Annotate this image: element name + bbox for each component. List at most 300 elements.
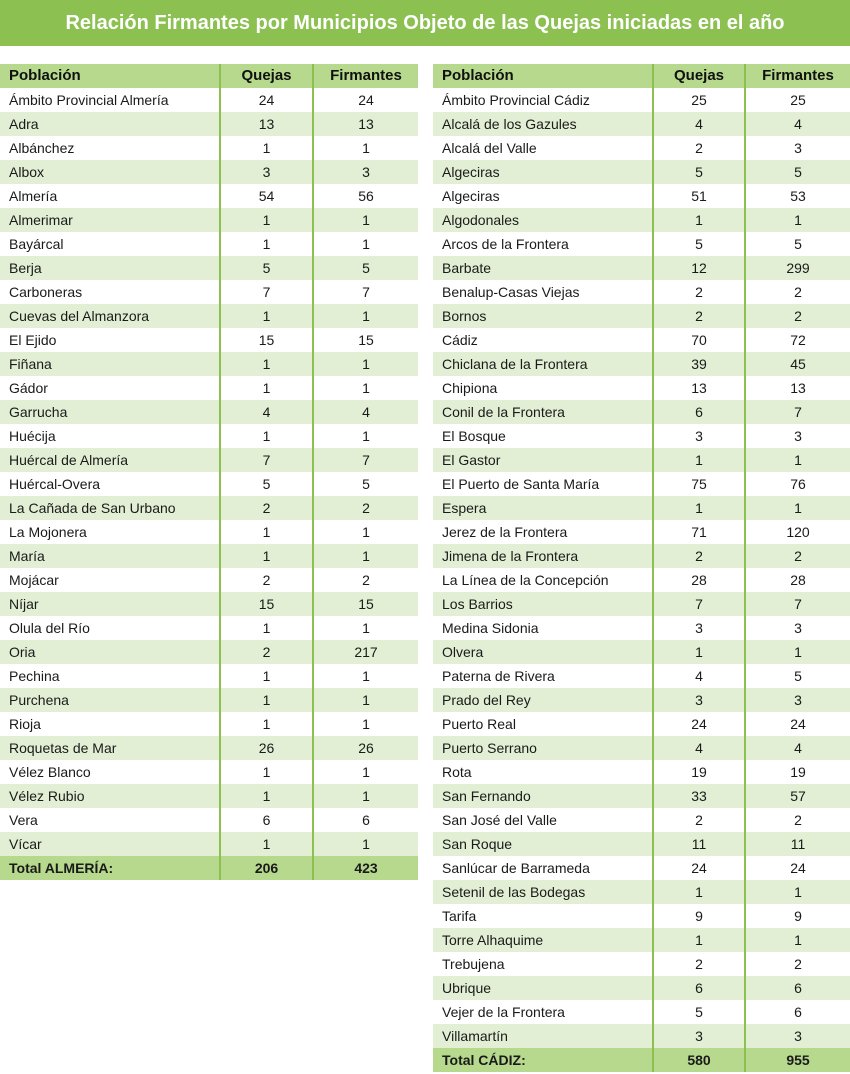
cell-firmantes: 2 bbox=[745, 952, 850, 976]
cell-quejas: 70 bbox=[653, 328, 745, 352]
column-header-firmantes: Firmantes bbox=[313, 64, 418, 88]
cell-quejas: 54 bbox=[220, 184, 313, 208]
table-row bbox=[433, 184, 850, 208]
cell-firmantes: 1 bbox=[745, 448, 850, 472]
table-row bbox=[0, 352, 418, 376]
cell-firmantes: 3 bbox=[745, 616, 850, 640]
cell-firmantes: 6 bbox=[745, 976, 850, 1000]
cell-quejas: 12 bbox=[653, 256, 745, 280]
cell-firmantes: 1 bbox=[313, 712, 418, 736]
cell-quejas: 1 bbox=[653, 640, 745, 664]
column-header-poblacion: Población bbox=[433, 64, 653, 88]
cell-firmantes: 3 bbox=[313, 160, 418, 184]
cell-quejas: 7 bbox=[220, 448, 313, 472]
cell-poblacion: Conil de la Frontera bbox=[433, 400, 653, 424]
cell-firmantes: 2 bbox=[745, 544, 850, 568]
cell-poblacion: Fiñana bbox=[0, 352, 220, 376]
cell-firmantes: 5 bbox=[313, 472, 418, 496]
cell-firmantes: 5 bbox=[745, 160, 850, 184]
cell-quejas: 1 bbox=[220, 760, 313, 784]
table-row bbox=[0, 568, 418, 592]
column-header-quejas: Quejas bbox=[220, 64, 313, 88]
table-row bbox=[433, 496, 850, 520]
cell-poblacion: Vícar bbox=[0, 832, 220, 856]
cell-poblacion: Medina Sidonia bbox=[433, 616, 653, 640]
cell-quejas: 4 bbox=[653, 112, 745, 136]
cell-quejas: 1 bbox=[220, 688, 313, 712]
table-row bbox=[433, 832, 850, 856]
cell-firmantes: 4 bbox=[745, 112, 850, 136]
cell-poblacion: El Puerto de Santa María bbox=[433, 472, 653, 496]
cell-quejas: 1 bbox=[220, 232, 313, 256]
cell-poblacion: Olula del Río bbox=[0, 616, 220, 640]
table-row bbox=[433, 640, 850, 664]
table-row bbox=[433, 976, 850, 1000]
total-quejas: 206 bbox=[220, 856, 313, 880]
cell-quejas: 1 bbox=[220, 616, 313, 640]
cell-quejas: 2 bbox=[220, 640, 313, 664]
cell-firmantes: 3 bbox=[745, 136, 850, 160]
cell-poblacion: Almería bbox=[0, 184, 220, 208]
cell-quejas: 1 bbox=[220, 352, 313, 376]
cell-poblacion: Almerimar bbox=[0, 208, 220, 232]
cell-poblacion: Arcos de la Frontera bbox=[433, 232, 653, 256]
table-header-row bbox=[433, 64, 850, 88]
table-row bbox=[0, 304, 418, 328]
cell-firmantes: 26 bbox=[313, 736, 418, 760]
cell-quejas: 1 bbox=[220, 208, 313, 232]
total-quejas: 580 bbox=[653, 1048, 745, 1072]
table-row bbox=[0, 160, 418, 184]
cell-poblacion: Prado del Rey bbox=[433, 688, 653, 712]
almeria-table bbox=[0, 64, 418, 880]
table-row bbox=[0, 616, 418, 640]
cell-firmantes: 1 bbox=[313, 616, 418, 640]
cell-poblacion: Carboneras bbox=[0, 280, 220, 304]
table-row bbox=[0, 712, 418, 736]
cell-poblacion: Los Barrios bbox=[433, 592, 653, 616]
cell-quejas: 2 bbox=[653, 280, 745, 304]
cell-quejas: 1 bbox=[220, 784, 313, 808]
cell-poblacion: Oria bbox=[0, 640, 220, 664]
cell-firmantes: 2 bbox=[313, 568, 418, 592]
table-row bbox=[433, 376, 850, 400]
cell-quejas: 5 bbox=[653, 160, 745, 184]
cell-firmantes: 1 bbox=[745, 928, 850, 952]
table-row bbox=[0, 544, 418, 568]
cell-firmantes: 1 bbox=[313, 520, 418, 544]
table-row bbox=[0, 232, 418, 256]
cell-poblacion: Puerto Serrano bbox=[433, 736, 653, 760]
table-row bbox=[433, 904, 850, 928]
cell-firmantes: 1 bbox=[313, 544, 418, 568]
cell-firmantes: 1 bbox=[313, 688, 418, 712]
cell-quejas: 1 bbox=[220, 136, 313, 160]
cell-quejas: 39 bbox=[653, 352, 745, 376]
cell-firmantes: 7 bbox=[313, 280, 418, 304]
cell-poblacion: Huécija bbox=[0, 424, 220, 448]
cell-firmantes: 13 bbox=[745, 376, 850, 400]
table-row bbox=[433, 568, 850, 592]
cell-poblacion: Villamartín bbox=[433, 1024, 653, 1048]
cell-firmantes: 19 bbox=[745, 760, 850, 784]
cell-quejas: 1 bbox=[653, 496, 745, 520]
cell-poblacion: Cuevas del Almanzora bbox=[0, 304, 220, 328]
cell-firmantes: 1 bbox=[313, 760, 418, 784]
table-row bbox=[0, 448, 418, 472]
cell-quejas: 3 bbox=[653, 1024, 745, 1048]
cell-quejas: 3 bbox=[653, 688, 745, 712]
cell-poblacion: Rota bbox=[433, 760, 653, 784]
cell-quejas: 19 bbox=[653, 760, 745, 784]
cell-quejas: 5 bbox=[220, 472, 313, 496]
table-row bbox=[0, 328, 418, 352]
table-row bbox=[0, 784, 418, 808]
total-firmantes: 955 bbox=[745, 1048, 850, 1072]
cell-poblacion: Barbate bbox=[433, 256, 653, 280]
cell-poblacion: Algeciras bbox=[433, 184, 653, 208]
cell-quejas: 2 bbox=[653, 952, 745, 976]
cell-firmantes: 9 bbox=[745, 904, 850, 928]
cell-firmantes: 120 bbox=[745, 520, 850, 544]
cell-poblacion: La Cañada de San Urbano bbox=[0, 496, 220, 520]
cell-poblacion: Vélez Rubio bbox=[0, 784, 220, 808]
column-header-firmantes: Firmantes bbox=[745, 64, 850, 88]
cell-poblacion: Berja bbox=[0, 256, 220, 280]
cell-poblacion: Purchena bbox=[0, 688, 220, 712]
cell-quejas: 2 bbox=[220, 568, 313, 592]
cell-firmantes: 24 bbox=[745, 712, 850, 736]
cell-firmantes: 13 bbox=[313, 112, 418, 136]
cell-poblacion: Chiclana de la Frontera bbox=[433, 352, 653, 376]
cell-poblacion: Jimena de la Frontera bbox=[433, 544, 653, 568]
cell-firmantes: 6 bbox=[313, 808, 418, 832]
cell-firmantes: 24 bbox=[745, 856, 850, 880]
cell-poblacion: Chipiona bbox=[433, 376, 653, 400]
cell-quejas: 1 bbox=[653, 928, 745, 952]
cell-firmantes: 7 bbox=[745, 400, 850, 424]
table-row bbox=[0, 208, 418, 232]
cell-quejas: 24 bbox=[220, 88, 313, 112]
cell-firmantes: 1 bbox=[313, 304, 418, 328]
cell-poblacion: San José del Valle bbox=[433, 808, 653, 832]
cell-firmantes: 1 bbox=[745, 880, 850, 904]
table-row bbox=[0, 640, 418, 664]
table-row bbox=[433, 952, 850, 976]
cell-poblacion: Torre Alhaquime bbox=[433, 928, 653, 952]
cadiz-table bbox=[433, 64, 850, 1072]
cell-firmantes: 3 bbox=[745, 688, 850, 712]
table-row bbox=[0, 688, 418, 712]
cell-poblacion: Puerto Real bbox=[433, 712, 653, 736]
cell-quejas: 51 bbox=[653, 184, 745, 208]
cell-quejas: 24 bbox=[653, 712, 745, 736]
cell-firmantes: 6 bbox=[745, 1000, 850, 1024]
table-row bbox=[0, 520, 418, 544]
cell-firmantes: 2 bbox=[313, 496, 418, 520]
cell-quejas: 1 bbox=[220, 544, 313, 568]
cell-firmantes: 72 bbox=[745, 328, 850, 352]
table-row bbox=[0, 736, 418, 760]
cell-firmantes: 5 bbox=[745, 232, 850, 256]
table-row bbox=[0, 808, 418, 832]
cell-firmantes: 45 bbox=[745, 352, 850, 376]
table-row bbox=[433, 688, 850, 712]
cell-firmantes: 2 bbox=[745, 304, 850, 328]
table-row bbox=[0, 496, 418, 520]
cell-quejas: 15 bbox=[220, 328, 313, 352]
cell-firmantes: 1 bbox=[313, 232, 418, 256]
table-row bbox=[0, 592, 418, 616]
cell-poblacion: El Bosque bbox=[433, 424, 653, 448]
table-row bbox=[433, 472, 850, 496]
cell-quejas: 33 bbox=[653, 784, 745, 808]
cell-quejas: 4 bbox=[220, 400, 313, 424]
table-row bbox=[433, 736, 850, 760]
cell-poblacion: La Mojonera bbox=[0, 520, 220, 544]
cell-poblacion: Vélez Blanco bbox=[0, 760, 220, 784]
cell-poblacion: Alcalá del Valle bbox=[433, 136, 653, 160]
cell-firmantes: 11 bbox=[745, 832, 850, 856]
cell-poblacion: Gádor bbox=[0, 376, 220, 400]
cell-quejas: 28 bbox=[653, 568, 745, 592]
table-row bbox=[433, 256, 850, 280]
cell-firmantes: 1 bbox=[313, 424, 418, 448]
cell-firmantes: 1 bbox=[313, 352, 418, 376]
cell-firmantes: 1 bbox=[313, 664, 418, 688]
cell-quejas: 1 bbox=[220, 304, 313, 328]
cell-poblacion: Tarifa bbox=[433, 904, 653, 928]
table-row bbox=[433, 232, 850, 256]
table-row bbox=[0, 136, 418, 160]
cell-poblacion: Albánchez bbox=[0, 136, 220, 160]
cell-quejas: 3 bbox=[220, 160, 313, 184]
total-label: Total CÁDIZ: bbox=[433, 1048, 653, 1072]
cell-quejas: 2 bbox=[653, 136, 745, 160]
cell-poblacion: Ámbito Provincial Almería bbox=[0, 88, 220, 112]
cell-firmantes: 56 bbox=[313, 184, 418, 208]
cell-quejas: 71 bbox=[653, 520, 745, 544]
cell-quejas: 15 bbox=[220, 592, 313, 616]
cell-poblacion: Vera bbox=[0, 808, 220, 832]
cell-quejas: 2 bbox=[653, 544, 745, 568]
column-header-quejas: Quejas bbox=[653, 64, 745, 88]
column-header-poblacion: Población bbox=[0, 64, 220, 88]
cell-poblacion: Pechina bbox=[0, 664, 220, 688]
cell-quejas: 1 bbox=[220, 376, 313, 400]
cell-quejas: 6 bbox=[653, 400, 745, 424]
cell-firmantes: 15 bbox=[313, 592, 418, 616]
cell-firmantes: 53 bbox=[745, 184, 850, 208]
cell-poblacion: Vejer de la Frontera bbox=[433, 1000, 653, 1024]
cell-firmantes: 7 bbox=[313, 448, 418, 472]
table-row bbox=[433, 616, 850, 640]
cell-firmantes: 4 bbox=[745, 736, 850, 760]
total-label: Total ALMERÍA: bbox=[0, 856, 220, 880]
cell-quejas: 9 bbox=[653, 904, 745, 928]
table-row bbox=[0, 472, 418, 496]
table-row bbox=[433, 520, 850, 544]
table-row bbox=[433, 880, 850, 904]
cell-poblacion: Mojácar bbox=[0, 568, 220, 592]
cell-quejas: 13 bbox=[653, 376, 745, 400]
cell-quejas: 24 bbox=[653, 856, 745, 880]
table-row bbox=[0, 424, 418, 448]
cell-poblacion: Bornos bbox=[433, 304, 653, 328]
table-row bbox=[0, 664, 418, 688]
cell-firmantes: 1 bbox=[313, 832, 418, 856]
cell-poblacion: María bbox=[0, 544, 220, 568]
cell-poblacion: Roquetas de Mar bbox=[0, 736, 220, 760]
cell-firmantes: 5 bbox=[745, 664, 850, 688]
cell-firmantes: 3 bbox=[745, 1024, 850, 1048]
cell-firmantes: 299 bbox=[745, 256, 850, 280]
table-row bbox=[433, 304, 850, 328]
cell-poblacion: Ámbito Provincial Cádiz bbox=[433, 88, 653, 112]
cell-quejas: 5 bbox=[653, 232, 745, 256]
cell-poblacion: Olvera bbox=[433, 640, 653, 664]
cell-firmantes: 1 bbox=[313, 376, 418, 400]
table-row bbox=[433, 400, 850, 424]
cell-quejas: 1 bbox=[220, 832, 313, 856]
cell-poblacion: Alcalá de los Gazules bbox=[433, 112, 653, 136]
cell-poblacion: La Línea de la Concepción bbox=[433, 568, 653, 592]
cell-poblacion: Huércal-Overa bbox=[0, 472, 220, 496]
table-row bbox=[433, 592, 850, 616]
cell-poblacion: San Fernando bbox=[433, 784, 653, 808]
cell-poblacion: Algeciras bbox=[433, 160, 653, 184]
cell-firmantes: 7 bbox=[745, 592, 850, 616]
table-row bbox=[433, 1000, 850, 1024]
cell-poblacion: Adra bbox=[0, 112, 220, 136]
cell-quejas: 1 bbox=[220, 424, 313, 448]
cell-poblacion: Paterna de Rivera bbox=[433, 664, 653, 688]
cell-firmantes: 5 bbox=[313, 256, 418, 280]
almeria-table-body bbox=[0, 88, 418, 856]
cell-quejas: 6 bbox=[220, 808, 313, 832]
cell-poblacion: Espera bbox=[433, 496, 653, 520]
table-row bbox=[433, 160, 850, 184]
cell-firmantes: 57 bbox=[745, 784, 850, 808]
cell-firmantes: 1 bbox=[745, 640, 850, 664]
table-row bbox=[433, 112, 850, 136]
cell-quejas: 2 bbox=[653, 304, 745, 328]
table-row bbox=[433, 784, 850, 808]
table-row bbox=[0, 112, 418, 136]
cell-firmantes: 15 bbox=[313, 328, 418, 352]
cell-quejas: 7 bbox=[653, 592, 745, 616]
cell-quejas: 5 bbox=[653, 1000, 745, 1024]
table-row bbox=[433, 664, 850, 688]
cell-quejas: 5 bbox=[220, 256, 313, 280]
cell-firmantes: 217 bbox=[313, 640, 418, 664]
cell-firmantes: 1 bbox=[313, 208, 418, 232]
cell-poblacion: San Roque bbox=[433, 832, 653, 856]
cell-quejas: 26 bbox=[220, 736, 313, 760]
cell-quejas: 1 bbox=[220, 520, 313, 544]
cell-poblacion: Sanlúcar de Barrameda bbox=[433, 856, 653, 880]
cell-poblacion: Algodonales bbox=[433, 208, 653, 232]
cell-firmantes: 3 bbox=[745, 424, 850, 448]
cell-quejas: 1 bbox=[653, 880, 745, 904]
cell-firmantes: 1 bbox=[745, 208, 850, 232]
table-row bbox=[433, 208, 850, 232]
table-header-row bbox=[0, 64, 418, 88]
table-row bbox=[0, 256, 418, 280]
cell-quejas: 4 bbox=[653, 736, 745, 760]
cell-quejas: 2 bbox=[220, 496, 313, 520]
cell-quejas: 1 bbox=[220, 712, 313, 736]
table-row bbox=[433, 760, 850, 784]
table-row bbox=[433, 352, 850, 376]
table-row bbox=[0, 376, 418, 400]
cell-poblacion: Rioja bbox=[0, 712, 220, 736]
total-row bbox=[433, 1048, 850, 1072]
cell-firmantes: 2 bbox=[745, 280, 850, 304]
cell-quejas: 7 bbox=[220, 280, 313, 304]
table-row bbox=[0, 280, 418, 304]
cell-firmantes: 25 bbox=[745, 88, 850, 112]
table-row bbox=[0, 760, 418, 784]
cell-quejas: 13 bbox=[220, 112, 313, 136]
table-row bbox=[0, 184, 418, 208]
cell-poblacion: Jerez de la Frontera bbox=[433, 520, 653, 544]
table-row bbox=[433, 712, 850, 736]
cell-quejas: 3 bbox=[653, 616, 745, 640]
cell-poblacion: Bayárcal bbox=[0, 232, 220, 256]
cell-quejas: 2 bbox=[653, 808, 745, 832]
table-row bbox=[433, 328, 850, 352]
cell-firmantes: 76 bbox=[745, 472, 850, 496]
cell-poblacion: Garrucha bbox=[0, 400, 220, 424]
cell-poblacion: Huércal de Almería bbox=[0, 448, 220, 472]
table-row bbox=[433, 448, 850, 472]
cell-poblacion: Cádiz bbox=[433, 328, 653, 352]
table-row bbox=[433, 808, 850, 832]
cell-poblacion: Benalup-Casas Viejas bbox=[433, 280, 653, 304]
cadiz-table-body bbox=[433, 88, 850, 1048]
table-row bbox=[0, 400, 418, 424]
cell-quejas: 75 bbox=[653, 472, 745, 496]
cell-firmantes: 1 bbox=[313, 784, 418, 808]
cell-quejas: 1 bbox=[653, 448, 745, 472]
total-row bbox=[0, 856, 418, 880]
cell-poblacion: Albox bbox=[0, 160, 220, 184]
cell-poblacion: Ubrique bbox=[433, 976, 653, 1000]
cell-poblacion: Trebujena bbox=[433, 952, 653, 976]
page-title: Relación Firmantes por Municipios Objeto de las Quejas iniciadas en el año bbox=[0, 0, 850, 46]
cell-firmantes: 1 bbox=[313, 136, 418, 160]
table-row bbox=[433, 928, 850, 952]
table-row bbox=[433, 1024, 850, 1048]
table-row bbox=[433, 424, 850, 448]
cell-quejas: 6 bbox=[653, 976, 745, 1000]
table-row bbox=[433, 88, 850, 112]
table-row bbox=[0, 832, 418, 856]
cell-quejas: 25 bbox=[653, 88, 745, 112]
cell-firmantes: 28 bbox=[745, 568, 850, 592]
cell-poblacion: El Gastor bbox=[433, 448, 653, 472]
cell-firmantes: 4 bbox=[313, 400, 418, 424]
table-row bbox=[433, 280, 850, 304]
cell-firmantes: 24 bbox=[313, 88, 418, 112]
cell-quejas: 3 bbox=[653, 424, 745, 448]
cell-poblacion: Níjar bbox=[0, 592, 220, 616]
cell-firmantes: 1 bbox=[745, 496, 850, 520]
cell-poblacion: El Ejido bbox=[0, 328, 220, 352]
cell-quejas: 4 bbox=[653, 664, 745, 688]
table-row bbox=[433, 856, 850, 880]
